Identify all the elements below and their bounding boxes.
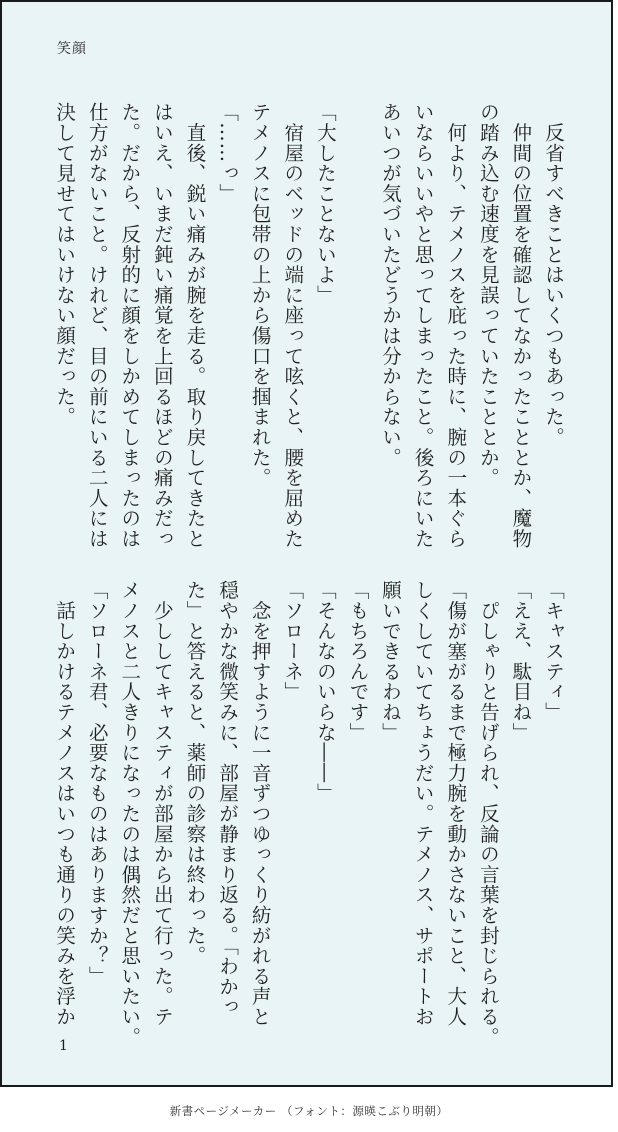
text-line: 直後、鋭い痛みが腕を走る。取り戻してきたと [183, 102, 207, 549]
text-line: 「もちろんです」 [346, 580, 370, 743]
blank-line [341, 102, 374, 542]
footer-caption: 新書ページメーカー （フォント：源暎こぶり明朝） [169, 1104, 449, 1118]
text-line: 「ソローネ」 [281, 580, 305, 702]
text-line: 念を押すように一音ずつゆっくり紡がれる声と [248, 580, 272, 1027]
text-line: 「キャスティ」 [542, 580, 565, 723]
text-block-bottom [39, 580, 569, 1047]
text-line: 「大したことないよ」 [313, 102, 337, 305]
text-line: 「ソローネ君、必要なものはありますか？」 [85, 580, 109, 986]
text-line: 決して見せてはいけない顔だった。 [53, 102, 77, 427]
text-line: 願いできるわね」 [379, 580, 403, 743]
text-line: しくしていてちょうだい。テメノス、サポートお [411, 580, 435, 1027]
text-line: メノスと二人きりになったのは偶然だと思いたい。 [118, 580, 142, 1047]
text-line: ぴしゃりと告げられ、反論の言葉を封じられる。 [476, 580, 500, 1047]
text-line: 「そんなのいらな――」 [313, 580, 337, 804]
text-line: 「傷が塞がるまで極力腕を動かさないこと、大人 [444, 580, 468, 1027]
page-number: 1 [59, 1038, 68, 1054]
text-line: あいつが気づいたどうかは分からない。 [379, 102, 403, 468]
text-line: テメノスに包帯の上から傷口を掴まれた。 [248, 102, 272, 488]
text-line: た」と答えると、薬師の診察は終わった。 [183, 580, 207, 966]
text-line: 宿屋のベッドの端に座って呟くと、腰を屈めた [281, 102, 305, 549]
text-line: 仕方がないこと。けれど、目の前にいる二人には [85, 102, 109, 549]
text-block-top [39, 102, 569, 549]
text-line: 話しかけるテメノスはいつも通りの笑みを浮か [53, 580, 77, 1027]
text-line: はいえ、いまだ鈍い痛覚を上回るほどの痛みだっ [150, 102, 174, 549]
text-line: 「……っ」 [216, 102, 240, 204]
chapter-title: 笑顔 [57, 41, 87, 57]
text-line: 穏やかな微笑みに、部屋が静まり返る。「わかっ [216, 580, 240, 1017]
text-line: の踏み込む速度を見誤っていたこととか。 [476, 102, 500, 488]
text-line: 仲間の位置を確認してなかったこととか、魔物 [509, 102, 533, 549]
text-line: 「ええ、駄目ね」 [509, 580, 533, 743]
text-line: 反省すべきことはいくつもあった。 [542, 102, 565, 448]
text-line: いならいいやと思ってしまったこと。後ろにいた [411, 102, 435, 549]
text-line: た。だから、反射的に顔をしかめてしまったのは [118, 102, 142, 549]
text-line: 少ししてキャスティが部屋から出て行った。テ [150, 580, 174, 1027]
text-line: 何より、テメノスを庇った時に、腕の一本ぐら [444, 102, 468, 549]
